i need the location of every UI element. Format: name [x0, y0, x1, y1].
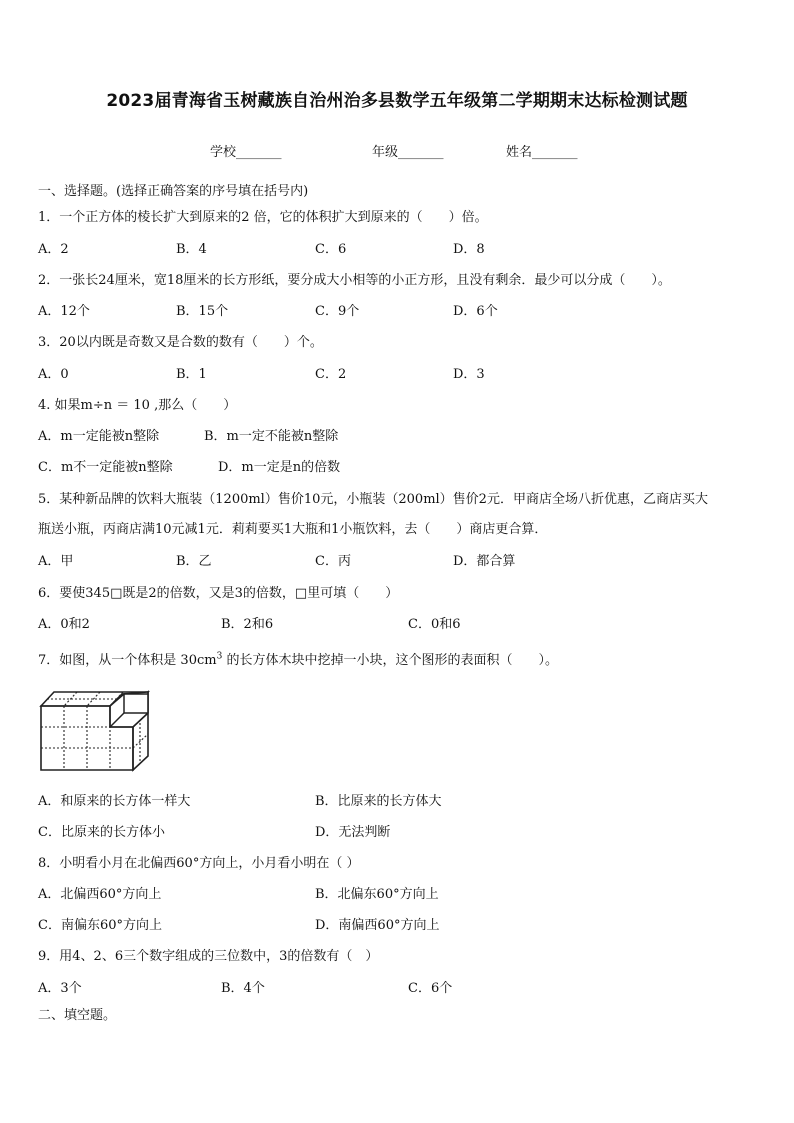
volume-exponent: 3: [216, 651, 223, 662]
q6-option-a: A．0和2: [38, 617, 90, 632]
question-5-text-line-1: 5．某种新品牌的饮料大瓶装（1200ml）售价10元，小瓶装（200ml）售价2元．甲商店全场八折优惠，乙商店买大: [38, 492, 708, 507]
q9-option-a: A．3个: [38, 981, 82, 996]
q7-option-b: B．比原来的长方体大: [315, 794, 442, 809]
name-field: 姓名_______: [506, 145, 578, 160]
q1-option-b: B．4: [176, 242, 207, 257]
q5-option-a: A．甲: [38, 554, 74, 569]
q5-option-d: D．都合算: [453, 554, 516, 569]
q9-option-b: B．4个: [221, 981, 265, 996]
q8-option-b: B．北偏东60°方向上: [315, 887, 439, 902]
q7-option-a: A．和原来的长方体一样大: [38, 794, 191, 809]
q9-option-c: C．6个: [408, 981, 453, 996]
q1-option-c: C．6: [315, 242, 347, 257]
question-7-text-before: 7．如图，从一个体积是: [38, 653, 177, 668]
question-6-text: 6．要使345□既是2的倍数，又是3的倍数，□里可填（ ）: [38, 586, 399, 601]
q4-option-c: C．m不一定能被n整除: [38, 460, 173, 475]
q3-option-b: B．1: [176, 367, 207, 382]
grade-field: 年级_______: [372, 145, 444, 160]
question-4-text: 4. 如果m÷n ＝ 10 ,那么（ ）: [38, 398, 237, 413]
q4-option-a: A．m一定能被n整除: [38, 429, 160, 444]
q6-option-c: C．0和6: [408, 617, 461, 632]
q3-option-c: C．2: [315, 367, 347, 382]
question-5-text-line-2: 瓶送小瓶，丙商店满10元减1元．莉莉要买1大瓶和1小瓶饮料，去（ ）商店更合算．: [38, 522, 548, 537]
q5-option-c: C．丙: [315, 554, 351, 569]
q3-option-d: D．3: [453, 367, 485, 382]
q1-option-a: A．2: [38, 242, 69, 257]
question-8-text: 8．小明看小月在北偏西60°方向上，小月看小明在（ ）: [38, 856, 360, 871]
q8-option-c: C．南偏东60°方向上: [38, 918, 162, 933]
section-heading-fill-blank: 二、填空题。: [38, 1008, 117, 1023]
question-7-text-after: 的长方体木块中挖掉一小块，这个图形的表面积（ ）。: [226, 653, 558, 668]
q3-option-a: A．0: [38, 367, 69, 382]
page-title: 2023届青海省玉树藏族自治州治多县数学五年级第二学期期末达标检测试题: [106, 91, 688, 111]
question-3-text: 3．20以内既是奇数又是合数的数有（ ）个。: [38, 335, 323, 350]
q2-option-c: C．9个: [315, 304, 360, 319]
q8-option-a: A．北偏西60°方向上: [38, 887, 162, 902]
question-7-text: [38, 649, 558, 668]
q4-option-d: D．m一定是n的倍数: [218, 460, 341, 475]
q2-option-a: A．12个: [38, 304, 90, 319]
school-field: 学校_______: [210, 145, 282, 160]
q7-option-c: C．比原来的长方体小: [38, 825, 165, 840]
question-9-text: 9．用4、2、6三个数字组成的三位数中，3的倍数有（ ）: [38, 949, 379, 964]
question-1-text: 1．一个正方体的棱长扩大到原来的2 倍，它的体积扩大到原来的（ ）倍。: [38, 210, 488, 225]
cuboid-figure: [38, 686, 153, 772]
q5-option-b: B．乙: [176, 554, 212, 569]
q4-option-b: B．m一定不能被n整除: [204, 429, 339, 444]
q2-option-b: B．15个: [176, 304, 229, 319]
q7-option-d: D．无法判断: [315, 825, 391, 840]
question-2-text: 2．一张长24厘米，宽18厘米的长方形纸，要分成大小相等的小正方形，且没有剩余．最少可以分成（ ）。: [38, 273, 671, 288]
q6-option-b: B．2和6: [221, 617, 274, 632]
section-heading-choice: 一、选择题。(选择正确答案的序号填在括号内): [38, 184, 309, 199]
q8-option-d: D．南偏西60°方向上: [315, 918, 440, 933]
volume-value: 30cm: [180, 653, 217, 668]
q1-option-d: D．8: [453, 242, 485, 257]
q2-option-d: D．6个: [453, 304, 498, 319]
